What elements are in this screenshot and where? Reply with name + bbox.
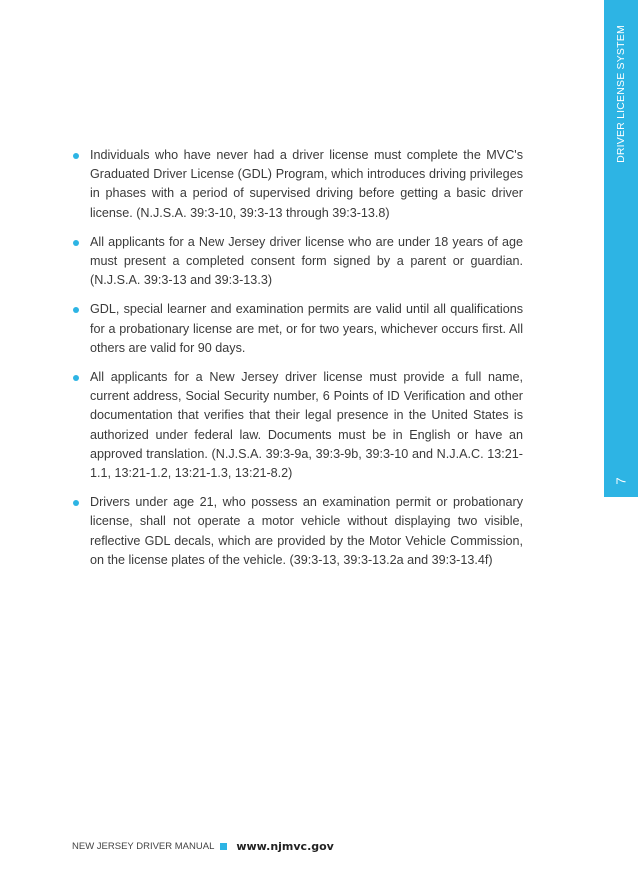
bullet-text: Individuals who have never had a driver license must complete the MVC's Graduated Driver License (GDL) Program, which introduces driving privileges in phases with a period of supervised driving before getting a basic driver license. (N.J.S.A. 39:3-10, 39:3-13 through 39:3-13.8) <box>90 148 523 220</box>
list-item <box>72 300 523 358</box>
bullet-text: All applicants for a New Jersey driver license who are under 18 years of age must present a completed consent form signed by a parent or guardian. (N.J.S.A. 39:3-13 and 39:3-13.3) <box>90 234 523 288</box>
list-item <box>72 368 523 483</box>
list-item <box>72 146 523 223</box>
section-title: DRIVER LICENSE SYSTEM <box>615 25 627 163</box>
square-icon <box>220 843 227 850</box>
bullet-text: Drivers under age 21, who possess an examination permit or probationary license, shall not operate a motor vehicle without displaying two visible, reflective GDL decals, which are provided by the Motor Vehicle Commission, on the license plates of the vehicle. (39:3-13, 39:3-13.2a and 39:3-13.4f) <box>90 495 523 567</box>
bullet-text: All applicants for a New Jersey driver license must provide a full name, current address, Social Security number, 6 Points of ID Verification and other documentation that verifies that their legal presence in the United States is authorized under federal law. Documents must be in English or have an approved translation. (N.J.S.A. 39:3-9a, 39:3-9b, 39:3-10 and N.J.A.C. 13:21-1.1, 13:21-1.2, 13:21-1.3, 13:21-8.2) <box>90 370 523 481</box>
page-footer <box>72 840 334 853</box>
bullet-text: GDL, special learner and examination permits are valid until all qualifications for a probationary license are met, or for two years, whichever occurs first. All others are valid for 90 days. <box>90 302 523 355</box>
bullet-icon <box>73 153 79 159</box>
manual-name: NEW JERSEY DRIVER MANUAL <box>72 841 215 852</box>
bullet-icon <box>73 500 79 506</box>
bullet-list <box>72 146 523 570</box>
website-link[interactable]: www.njmvc.gov <box>236 840 334 853</box>
bullet-icon <box>73 307 79 313</box>
bullet-icon <box>73 375 79 381</box>
list-item <box>72 493 523 570</box>
side-tab <box>604 0 638 497</box>
page-number: 7 <box>613 477 629 485</box>
main-content <box>72 146 523 580</box>
list-item <box>72 233 523 291</box>
bullet-icon <box>73 240 79 246</box>
